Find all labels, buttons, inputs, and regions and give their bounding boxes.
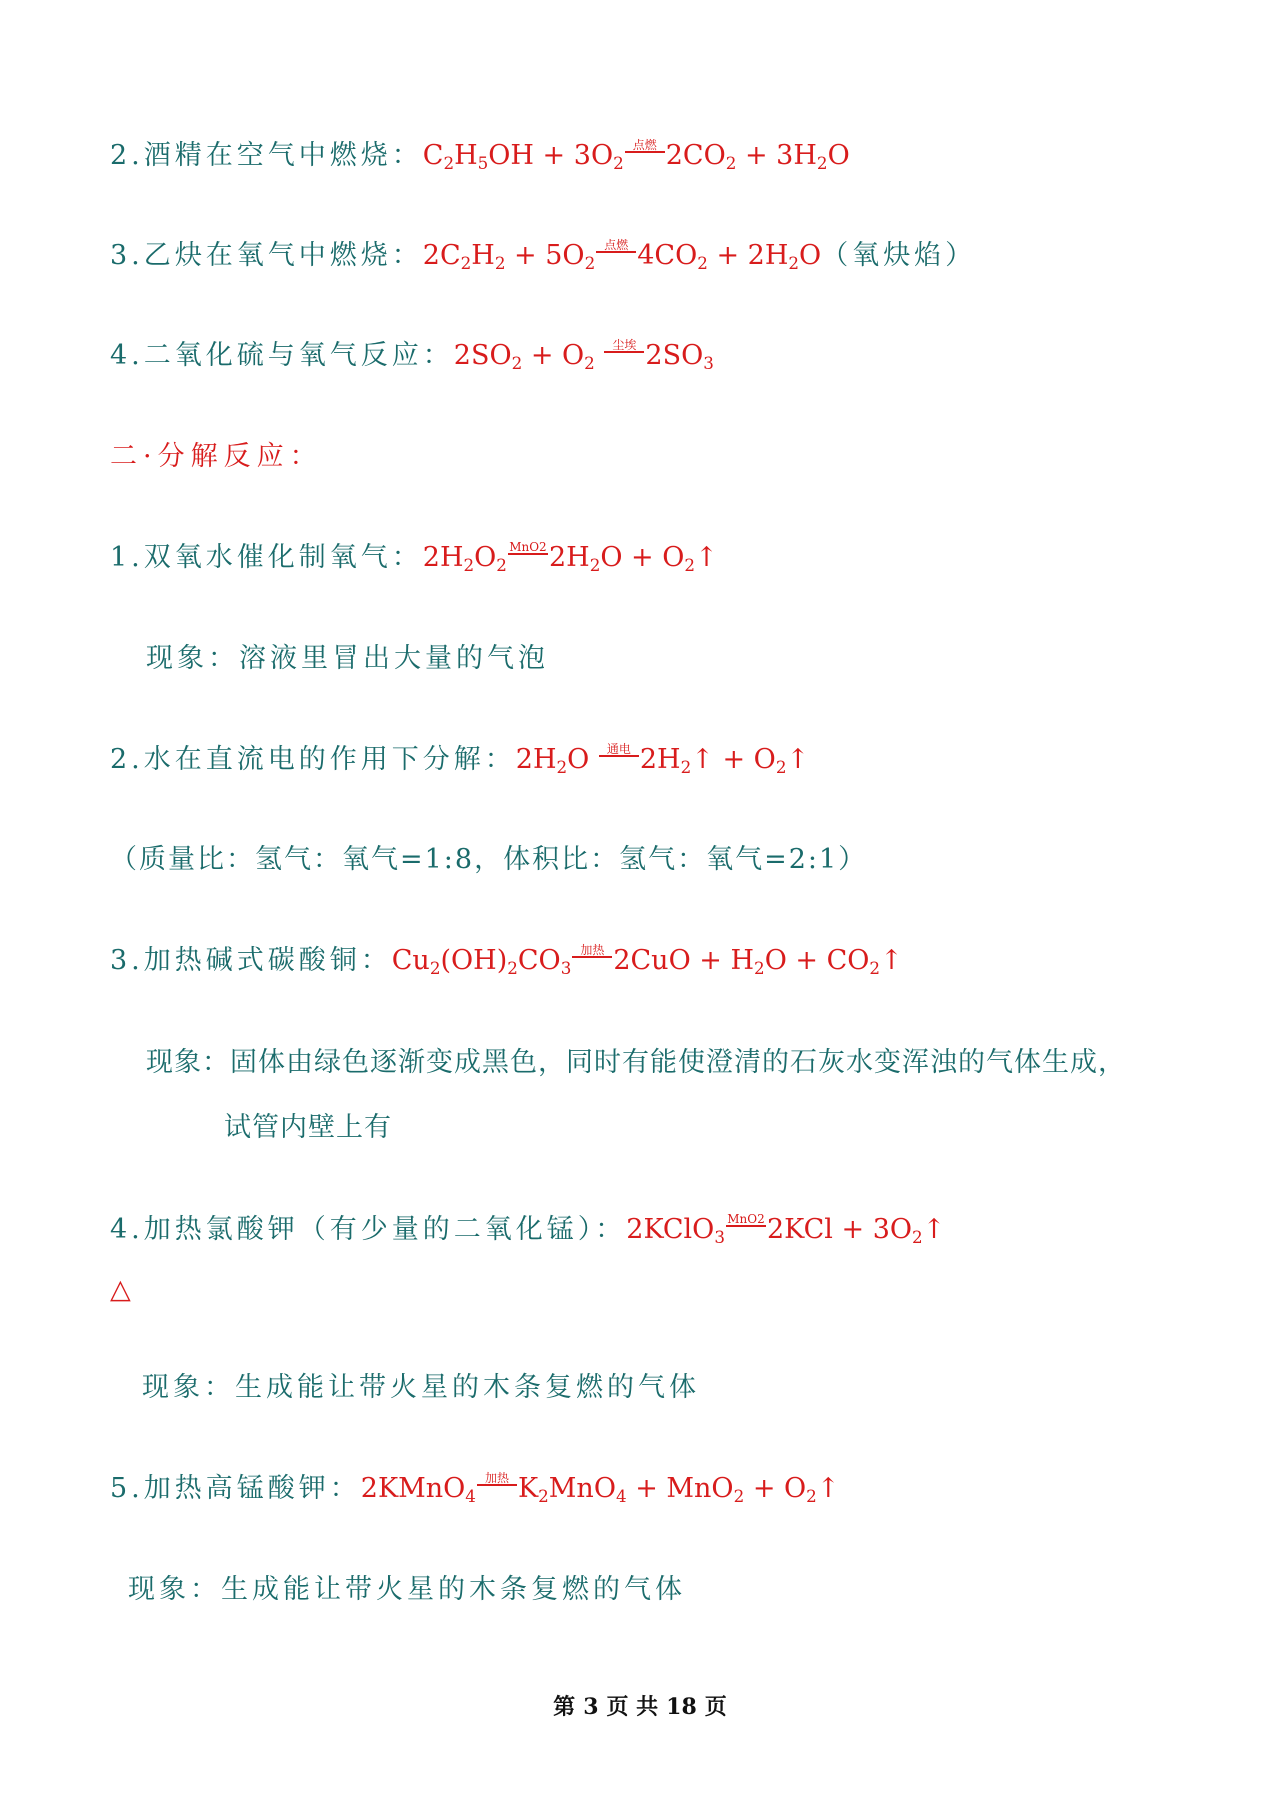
equation: Cu2(OH)2CO3 加热 2CuO + H2O + CO2↑ <box>391 943 903 979</box>
heat-triangle-symbol: △ <box>110 1274 131 1305</box>
line-label: 1.双氧水催化制氧气： <box>110 542 423 573</box>
equation: 2SO2 + O2 尘埃 2SO3 <box>453 338 714 374</box>
equation-line-so2 <box>110 336 714 378</box>
equation: C2H5OH + 3O2 点燃 2CO2 + 3H2O <box>422 138 850 174</box>
line-label: 4.加热氯酸钾（有少量的二氧化锰）： <box>110 1214 627 1245</box>
equation-line-acetylene <box>110 236 976 278</box>
current-page: 3 <box>583 1694 599 1720</box>
reaction-condition: 通电 <box>599 743 639 757</box>
phenomenon-text: 现象：固体由绿色逐渐变成黑色，同时有能使澄清的石灰水变浑浊的气体生成， <box>146 1047 1126 1078</box>
line-note: （氧炔焰） <box>821 240 977 271</box>
line-label: 5.加热高锰酸钾： <box>110 1473 361 1504</box>
phenomenon-text-continued: 试管内壁上有 <box>224 1112 392 1143</box>
reaction-condition: MnO2 <box>727 1212 765 1227</box>
ratio-note: （质量比：氢气：氧气=1:8，体积比：氢气：氧气=2:1） <box>110 844 868 875</box>
line-label: 3.乙炔在氧气中燃烧： <box>110 240 423 271</box>
line-label: 2.水在直流电的作用下分解： <box>110 744 516 775</box>
reaction-condition: 加热 <box>572 944 612 958</box>
equation: 2H2O 通电 2H2↑ + O2↑ <box>515 742 810 778</box>
reaction-condition: 点燃 <box>596 239 636 253</box>
phenomenon-text: 现象：溶液里冒出大量的气泡 <box>146 643 549 674</box>
total-pages: 18 <box>666 1694 697 1720</box>
equation-line-malachite <box>110 941 903 983</box>
equation-line-kclo3 <box>110 1210 945 1252</box>
reaction-condition: 加热 <box>477 1472 517 1486</box>
equation-line-ethanol <box>110 136 850 178</box>
phenomenon-text: 现象：生成能让带火星的木条复燃的气体 <box>128 1574 686 1605</box>
equation-line-kmno4 <box>110 1469 839 1511</box>
equation-line-h2o2 <box>110 538 718 580</box>
reaction-condition: 尘埃 <box>604 339 644 353</box>
line-label: 4.二氧化硫与氧气反应： <box>110 340 454 371</box>
reaction-condition: 点燃 <box>625 139 665 153</box>
page-footer: 第 3 页 共 18 页 <box>553 1694 727 1720</box>
reaction-condition: MnO2 <box>509 540 547 555</box>
equation: 2KClO3 MnO2 2KCl + 3O2↑ <box>626 1212 946 1248</box>
equation-line-electrolysis <box>110 740 809 782</box>
equation: 2C2H2 + 5O2 点燃 4CO2 + 2H2O <box>422 238 822 274</box>
line-label: 2.酒精在空气中燃烧： <box>110 140 423 171</box>
line-label: 3.加热碱式碳酸铜： <box>110 945 392 976</box>
equation: 2KMnO4 加热 K2MnO4 + MnO2 + O2↑ <box>360 1471 840 1507</box>
section-heading: 二·分解反应： <box>110 441 323 472</box>
phenomenon-text: 现象：生成能让带火星的木条复燃的气体 <box>142 1372 700 1403</box>
equation: 2H2O2 MnO2 2H2O + O2↑ <box>422 540 718 576</box>
